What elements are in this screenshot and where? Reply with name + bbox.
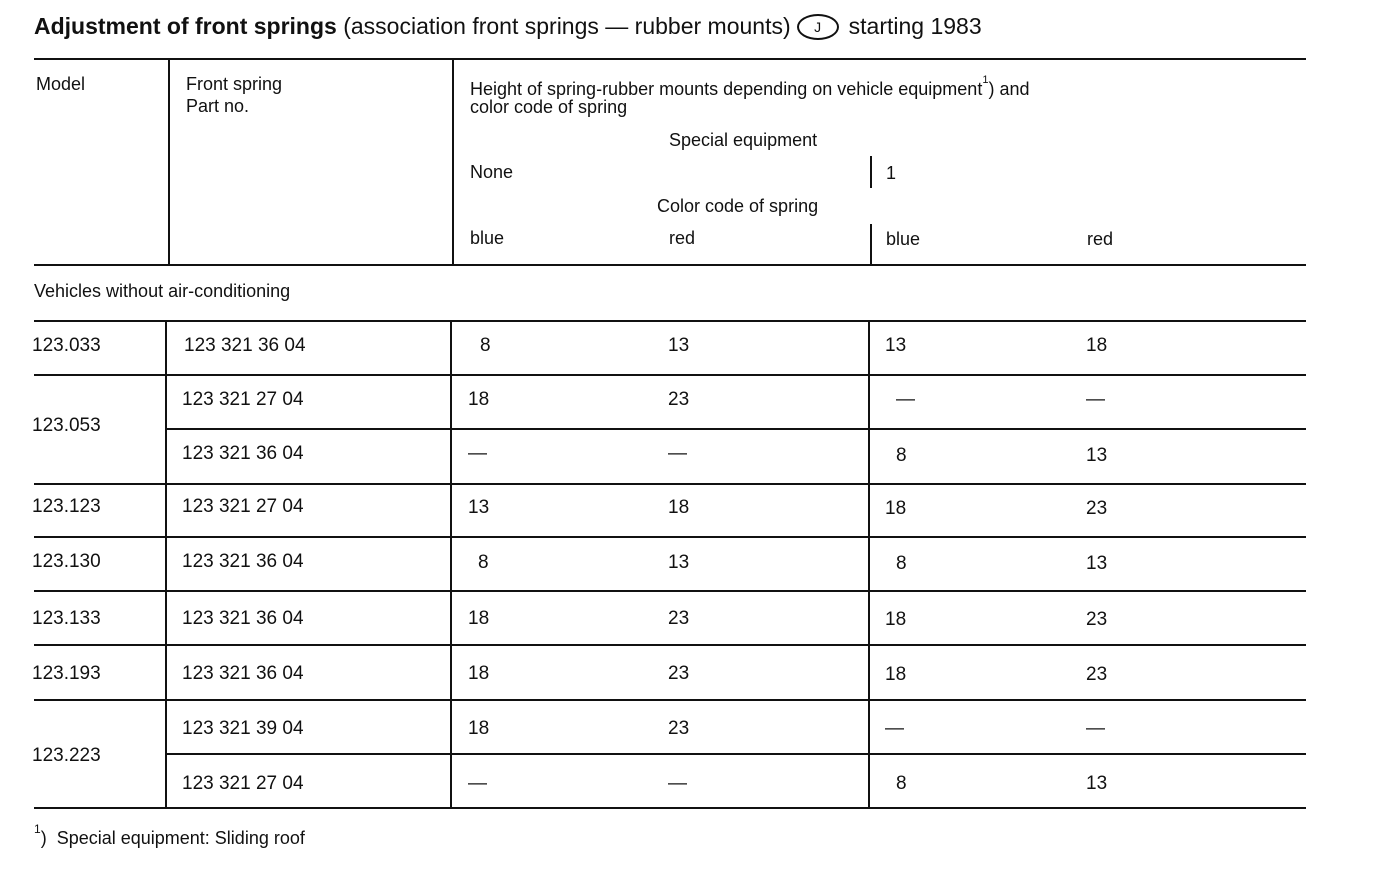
header-red-equipment: red	[1087, 229, 1114, 249]
body-divider-equipment	[868, 321, 870, 808]
none-blue-cell: 18	[468, 608, 490, 629]
none-blue-cell: 18	[468, 718, 490, 739]
header-divider-equipment	[870, 156, 872, 188]
header-divider-color	[870, 224, 872, 264]
model-cell: 123.133	[32, 608, 101, 629]
equipment-blue-cell: 18	[885, 498, 907, 519]
header-divider-part	[452, 59, 454, 264]
part-number-cell: 123 321 36 04	[184, 335, 306, 356]
body-top-rule	[34, 320, 1306, 322]
none-red-cell: 13	[668, 552, 690, 573]
row-rule	[34, 536, 1306, 538]
equipment-blue-cell: 8	[896, 445, 907, 466]
equipment-blue-cell: 13	[885, 335, 907, 356]
header-bottom-rule	[34, 264, 1306, 266]
model-cell: 123.123	[32, 496, 101, 517]
model-cell: 123.223	[32, 745, 101, 766]
equipment-blue-cell: 8	[896, 773, 907, 794]
row-rule	[34, 374, 1306, 376]
header-model: Model	[36, 74, 86, 94]
part-number-cell: 123 321 27 04	[182, 773, 304, 794]
part-number-cell: 123 321 36 04	[182, 663, 304, 684]
header-blue-equipment: blue	[886, 229, 921, 249]
footnote-marker-close: )	[40, 828, 47, 848]
equipment-red-cell: 23	[1086, 609, 1108, 630]
title-suffix: starting 1983	[848, 13, 982, 39]
header-part-line1: Front spring	[186, 74, 283, 94]
header-color-code: Color code of spring	[657, 196, 819, 216]
none-red-cell: —	[668, 773, 687, 794]
part-number-cell: 123 321 36 04	[182, 608, 304, 629]
part-number-cell: 123 321 36 04	[182, 443, 304, 464]
none-blue-cell: 18	[468, 389, 490, 410]
header-blue-none: blue	[470, 228, 505, 248]
part-number-cell: 123 321 39 04	[182, 718, 304, 739]
header-none: None	[470, 162, 514, 182]
model-cell: 123.130	[32, 551, 101, 572]
none-blue-cell: 8	[480, 335, 491, 356]
none-red-cell: 18	[668, 497, 690, 518]
equipment-red-cell: 23	[1086, 664, 1108, 685]
title-subtitle: (association front springs — rubber mounts)	[343, 13, 791, 39]
table-bottom-rule	[34, 807, 1306, 809]
header-divider-model	[168, 59, 170, 264]
header-height-line2: color code of spring	[470, 97, 628, 117]
equipment-red-cell: 13	[1086, 553, 1108, 574]
body-divider-model	[165, 321, 167, 808]
equipment-blue-cell: —	[896, 389, 915, 410]
model-cell: 123.053	[32, 415, 101, 436]
footnote-marker: 1	[34, 822, 41, 836]
model-cell: 123.193	[32, 663, 101, 684]
header-footnote-marker: 1	[982, 74, 989, 86]
equipment-blue-cell: 18	[885, 609, 907, 630]
header-part-line2: Part no.	[186, 96, 250, 116]
none-red-cell: 23	[668, 608, 690, 629]
equipment-blue-cell: 8	[896, 553, 907, 574]
table-top-rule	[34, 58, 1306, 60]
none-blue-cell: 18	[468, 663, 490, 684]
document-title	[34, 13, 982, 40]
equipment-red-cell: 18	[1086, 335, 1108, 356]
body-divider-part	[450, 321, 452, 808]
model-cell: 123.033	[32, 335, 101, 356]
title-bold: Adjustment of front springs	[34, 13, 337, 39]
none-blue-cell: —	[468, 443, 487, 464]
header-red-none: red	[669, 228, 696, 248]
header-height-end: ) and	[988, 79, 1030, 99]
row-rule	[34, 590, 1306, 592]
footnote	[34, 822, 305, 849]
equipment-red-cell: —	[1086, 389, 1105, 410]
part-number-cell: 123 321 27 04	[182, 389, 304, 410]
part-number-cell: 123 321 36 04	[182, 551, 304, 572]
none-red-cell: 23	[668, 389, 690, 410]
none-red-cell: 13	[668, 335, 690, 356]
circled-j-symbol: J	[797, 14, 839, 40]
none-red-cell: 23	[668, 663, 690, 684]
equipment-red-cell: 13	[1086, 773, 1108, 794]
row-rule	[34, 644, 1306, 646]
none-red-cell: 23	[668, 718, 690, 739]
row-rule	[166, 428, 1306, 430]
row-rule	[34, 483, 1306, 485]
none-blue-cell: 13	[468, 497, 490, 518]
none-blue-cell: —	[468, 773, 487, 794]
equipment-red-cell: 13	[1086, 445, 1108, 466]
section-label: Vehicles without air-conditioning	[34, 281, 291, 301]
row-rule	[166, 753, 1306, 755]
part-number-cell: 123 321 27 04	[182, 496, 304, 517]
row-rule	[34, 699, 1306, 701]
equipment-blue-cell: 18	[885, 664, 907, 685]
equipment-red-cell: 23	[1086, 498, 1108, 519]
footnote-text: Special equipment: Sliding roof	[56, 828, 305, 848]
none-red-cell: —	[668, 443, 687, 464]
header-equipment-one: 1	[886, 163, 897, 183]
none-blue-cell: 8	[478, 552, 489, 573]
equipment-blue-cell: —	[885, 718, 904, 739]
header-special-equipment: Special equipment	[669, 130, 818, 150]
header-height-text: Height of spring-rubber mounts depending on vehicle equipment	[470, 79, 983, 99]
equipment-red-cell: —	[1086, 718, 1105, 739]
